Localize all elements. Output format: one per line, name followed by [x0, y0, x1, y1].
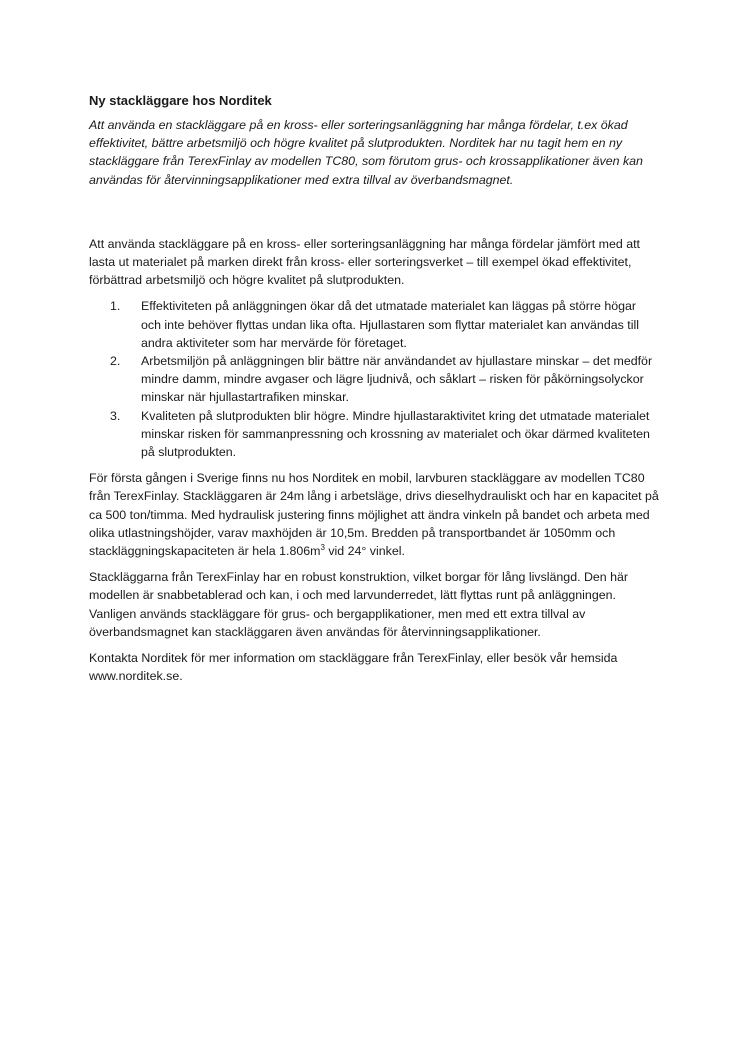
body-paragraph-4: Kontakta Norditek för mer information om stackläggare från TerexFinlay, eller besök vår hemsida www.norditek.se. — [89, 651, 618, 684]
body-paragraph-3: Stackläggarna från TerexFinlay har en robust konstruktion, vilket borgar för lång livslängd. Den här modellen är snabbetablerad och kan, i och med larvunderredet, lätt flyttas runt på anläggningen. Vanligen används stackläggare för grus- och bergapplikationer, men med ett extra tillval av överbandsmagnet kan stackläggaren även användas för återvinningsapplikationer. — [89, 570, 629, 639]
list-item — [89, 297, 659, 352]
paragraph-2-text: För första gången i Sverige finns nu hos Norditek en mobil, larvburen stackläggare av modellen TC80 från TerexFinlay. Stackläggaren är 24m lång i arbetsläge, drivs dieselhydrauliskt och har en kapacitet på ca 500 ton/timma. Med hydraulisk justering finns möjlighet att ändra vinkeln på bandet och arbeta med olika utlastningshöjder, varav maxhöjden är 10,5m. Bredden på transportbandet är 1050mm och stackläggningskapaciteten är hela 1.806m — [89, 471, 659, 559]
intro-paragraph: Att använda en stackläggare på en kross- eller sorteringsanläggning har många fördelar, t.ex ökad effektivitet, bättre arbetsmiljö och högre kvalitet på slutprodukten. Norditek har nu tagit hem en ny stackläggare från TerexFinlay av modellen TC80, som förutom grus- och krossapplikationer även kan användas för återvinningsapplikationer med extra tillval av överbandsmagnet. — [89, 118, 643, 187]
cubic-superscript: 3 — [320, 543, 325, 553]
paragraph-2-end: vid 24° vinkel. — [324, 544, 405, 559]
list-item — [89, 352, 659, 407]
body-paragraph-1: Att använda stackläggare på en kross- eller sorteringsanläggning har många fördelar jämfört med att lasta ut materialet på marken direkt från kross- eller sorteringsverket – till exempel ökad effektivitet, förbättrad arbetsmiljö och högre kvalitet på slutprodukten. — [89, 236, 640, 288]
list-item-number: 3. — [110, 408, 121, 423]
document-title: Ny stackläggare hos Norditek — [89, 93, 272, 108]
benefits-list — [89, 297, 659, 461]
body-paragraph-2 — [89, 469, 659, 560]
list-item-number: 2. — [110, 354, 121, 369]
list-item-number: 1. — [110, 299, 121, 314]
list-item-text: Kvaliteten på slutprodukten blir högre. Mindre hjullastaraktivitet kring det utmatade materialet minskar risken för sammanpressning och krossning av materialet och ökar därmed kvaliteten på slutprodukten. — [141, 408, 650, 460]
list-item-text: Arbetsmiljön på anläggningen blir bättre när användandet av hjullastare minskar – det medför mindre damm, mindre avgaser och lägre ljudnivå, och såklart – risken för påkörningsolyckor minskar när hjullastartrafiken minskar. — [141, 354, 653, 405]
list-item — [89, 407, 659, 462]
list-item-text: Effektiviteten på anläggningen ökar då det utmatade materialet kan läggas på större högar och inte behöver flyttas undan lika ofta. Hjullastaren som flyttar materialet kan användas till andra aktiviteter som har mervärde för företaget. — [141, 299, 639, 350]
document-page — [89, 92, 659, 693]
